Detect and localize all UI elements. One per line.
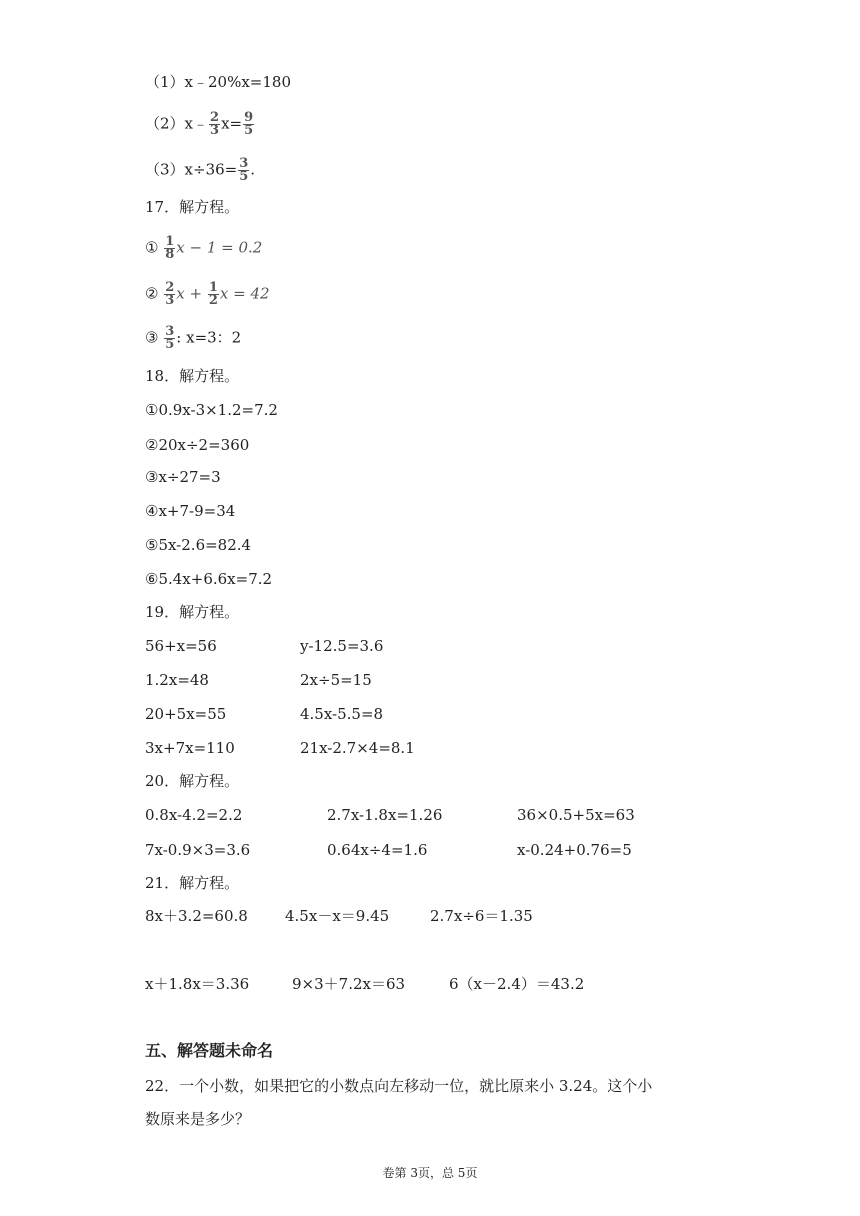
q16-item-3-suffix: . xyxy=(250,160,256,179)
q18-item: ④x+7-9=34 xyxy=(145,502,236,520)
q18-item: ②20x÷2=360 xyxy=(145,436,250,454)
q21-eq: 8x＋3.2=60.8 xyxy=(145,907,248,925)
q19-eq: 2x÷5=15 xyxy=(300,671,372,689)
q18-item: ③x÷27=3 xyxy=(145,468,221,486)
q19-eq: 1.2x=48 xyxy=(145,671,209,689)
fraction xyxy=(164,326,175,351)
circled-number: ① xyxy=(145,238,159,257)
q21-eq: x＋1.8x＝3.36 xyxy=(145,975,250,993)
q16-item-2-prefix: （2）x﹣ xyxy=(145,114,209,133)
denominator: 5 xyxy=(244,123,254,138)
equation-text: x = 42 xyxy=(219,284,270,303)
fraction xyxy=(209,112,220,137)
q17-eq-2 xyxy=(145,282,270,307)
q20-title: 20．解方程。 xyxy=(145,772,240,790)
fraction xyxy=(208,282,219,307)
q19-eq: 4.5x-5.5=8 xyxy=(300,705,384,723)
q17-eq-3 xyxy=(145,326,241,351)
q20-eq: x-0.24+0.76=5 xyxy=(517,841,632,859)
denominator: 5 xyxy=(165,337,175,352)
q19-eq: 56+x=56 xyxy=(145,637,217,655)
numerator: 3 xyxy=(239,156,249,171)
q21-eq: 4.5x－x＝9.45 xyxy=(285,907,390,925)
numerator: 3 xyxy=(165,324,175,339)
denominator: 2 xyxy=(208,293,218,308)
fraction xyxy=(164,282,175,307)
equation-text: : x=3：2 xyxy=(176,328,242,347)
q22-text-line-1: 22．一个小数，如果把它的小数点向左移动一位，就比原来小 3.24。这个小 xyxy=(145,1077,653,1095)
equation-text: x + xyxy=(176,284,207,303)
numerator: 1 xyxy=(165,234,175,249)
equation-text: x − 1 = 0.2 xyxy=(176,238,263,257)
numerator: 2 xyxy=(210,110,220,125)
q21-eq: 6（x－2.4）＝43.2 xyxy=(449,975,585,993)
q17-eq-1 xyxy=(145,236,262,261)
q20-eq: 2.7x-1.8x=1.26 xyxy=(327,806,443,824)
q16-item-3 xyxy=(145,158,255,183)
q18-item: ①0.9x-3×1.2=7.2 xyxy=(145,401,278,419)
denominator: 3 xyxy=(210,123,220,138)
q19-title: 19．解方程。 xyxy=(145,603,240,621)
q19-eq: y-12.5=3.6 xyxy=(300,637,384,655)
denominator: 3 xyxy=(165,293,175,308)
q20-eq: 0.8x-4.2=2.2 xyxy=(145,806,243,824)
q18-item: ⑤5x-2.6=82.4 xyxy=(145,536,252,554)
q22-text-line-2: 数原来是多少？ xyxy=(145,1110,251,1128)
q16-item-3-prefix: （3）x÷36= xyxy=(145,160,238,179)
q16-item-1: （1）x﹣20%x=180 xyxy=(145,73,292,91)
q21-title: 21．解方程。 xyxy=(145,874,240,892)
q20-eq: 7x-0.9×3=3.6 xyxy=(145,841,251,859)
q19-eq: 20+5x=55 xyxy=(145,705,227,723)
fraction xyxy=(243,112,254,137)
q16-item-2-mid: x= xyxy=(221,114,243,133)
section-heading: 五、解答题未命名 xyxy=(145,1041,274,1060)
q16-item-2 xyxy=(145,112,255,137)
page-footer: 卷第 3页，总 5页 xyxy=(382,1166,478,1180)
q17-title: 17．解方程。 xyxy=(145,198,240,216)
q21-eq: 2.7x÷6＝1.35 xyxy=(430,907,533,925)
numerator: 1 xyxy=(208,280,218,295)
q18-title: 18．解方程。 xyxy=(145,367,240,385)
fraction xyxy=(238,158,249,183)
q19-eq: 21x-2.7×4=8.1 xyxy=(300,739,415,757)
denominator: 5 xyxy=(239,169,249,184)
circled-number: ③ xyxy=(145,328,159,347)
circled-number: ② xyxy=(145,284,159,303)
numerator: 2 xyxy=(165,280,175,295)
fraction xyxy=(164,236,175,261)
q18-item: ⑥5.4x+6.6x=7.2 xyxy=(145,570,273,588)
q20-eq: 0.64x÷4=1.6 xyxy=(327,841,428,859)
q20-eq: 36×0.5+5x=63 xyxy=(517,806,635,824)
numerator: 9 xyxy=(244,110,254,125)
q21-eq: 9×3＋7.2x＝63 xyxy=(292,975,406,993)
denominator: 8 xyxy=(165,247,175,262)
q19-eq: 3x+7x=110 xyxy=(145,739,235,757)
